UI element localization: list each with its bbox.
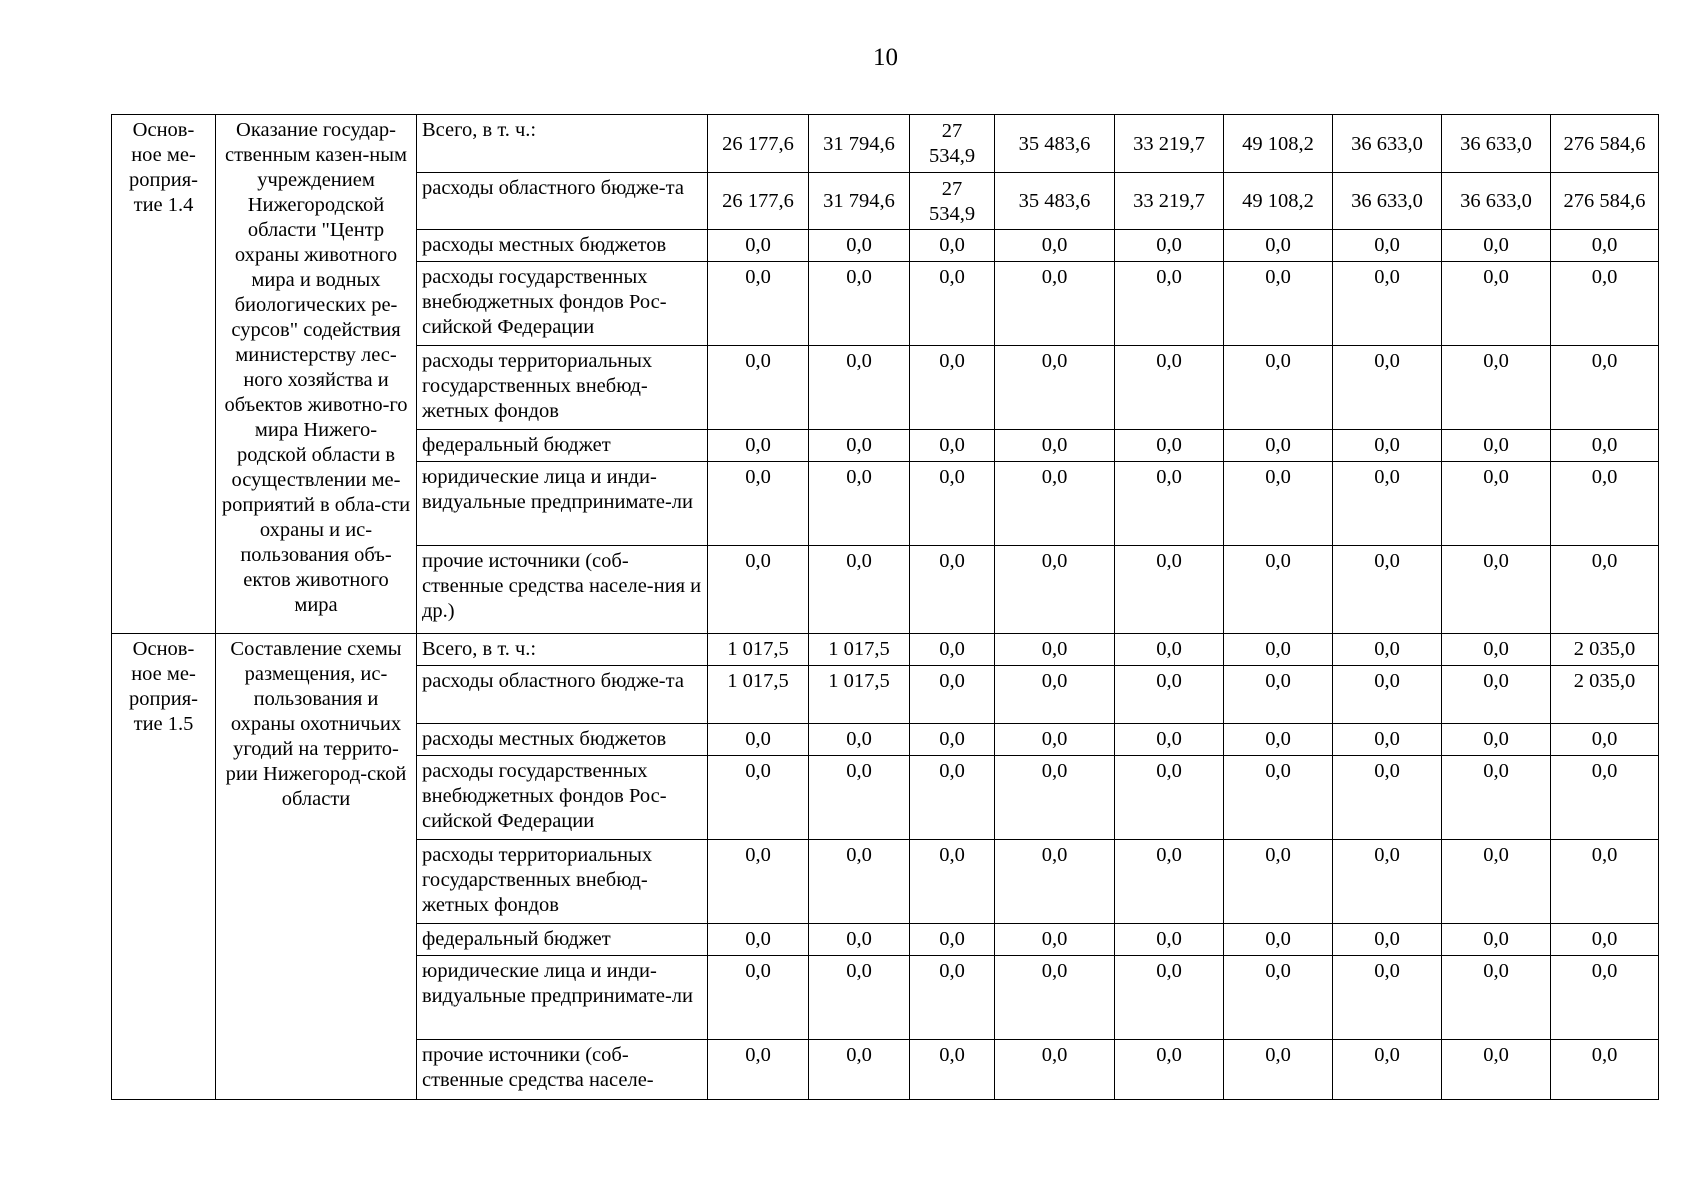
value-cell: 0,0 [1551, 346, 1659, 430]
value-cell: 0,0 [1115, 546, 1224, 634]
funding-source-cell: расходы государственных внебюджетных фондов Рос-сийской Федерации [417, 262, 708, 346]
value-cell: 0,0 [1333, 634, 1442, 666]
value-cell: 0,0 [1333, 956, 1442, 1040]
value-cell: 0,0 [995, 1040, 1115, 1100]
value-cell: 0,0 [1333, 546, 1442, 634]
value-cell: 0,0 [1224, 430, 1333, 462]
value-cell: 0,0 [1442, 724, 1551, 756]
value-cell: 0,0 [708, 230, 809, 262]
value-cell: 0,0 [1224, 230, 1333, 262]
value-cell: 0,0 [910, 430, 995, 462]
value-cell: 0,0 [1115, 956, 1224, 1040]
value-cell: 49 108,2 [1224, 173, 1333, 230]
funding-source-cell: расходы территориальных государственных внебюд-жетных фондов [417, 346, 708, 430]
value-cell: 0,0 [1224, 756, 1333, 840]
value-cell: 33 219,7 [1115, 115, 1224, 173]
value-cell: 0,0 [1551, 924, 1659, 956]
value-cell: 0,0 [995, 956, 1115, 1040]
value-cell: 0,0 [809, 1040, 910, 1100]
value-cell: 0,0 [708, 1040, 809, 1100]
value-cell: 0,0 [1551, 1040, 1659, 1100]
table-row [112, 115, 1659, 173]
value-cell: 0,0 [1551, 230, 1659, 262]
value-cell: 35 483,6 [995, 115, 1115, 173]
value-cell: 0,0 [1115, 756, 1224, 840]
funding-source-cell: Всего, в т. ч.: [417, 115, 708, 173]
value-cell: 0,0 [1224, 1040, 1333, 1100]
value-cell: 0,0 [809, 262, 910, 346]
value-cell: 0,0 [1551, 840, 1659, 924]
value-cell: 26 177,6 [708, 115, 809, 173]
value-cell: 0,0 [809, 546, 910, 634]
value-cell: 0,0 [809, 430, 910, 462]
value-cell: 0,0 [910, 262, 995, 346]
value-cell: 0,0 [1115, 924, 1224, 956]
value-cell: 0,0 [1333, 262, 1442, 346]
table-body [112, 115, 1659, 1100]
value-cell: 36 633,0 [1333, 115, 1442, 173]
value-cell: 0,0 [1333, 346, 1442, 430]
value-cell: 0,0 [1333, 1040, 1442, 1100]
value-cell: 0,0 [1551, 546, 1659, 634]
value-cell: 49 108,2 [1224, 115, 1333, 173]
value-cell: 33 219,7 [1115, 173, 1224, 230]
value-cell: 0,0 [995, 462, 1115, 546]
funding-source-cell: расходы территориальных государственных внебюд-жетных фондов [417, 840, 708, 924]
value-cell: 0,0 [809, 346, 910, 430]
value-cell: 0,0 [809, 462, 910, 546]
value-cell: 0,0 [1442, 924, 1551, 956]
value-cell: 0,0 [708, 430, 809, 462]
value-cell: 0,0 [708, 262, 809, 346]
funding-source-cell: расходы местных бюджетов [417, 230, 708, 262]
value-cell: 27 534,9 [910, 173, 995, 230]
funding-source-cell: расходы областного бюдже-та [417, 666, 708, 724]
value-cell: 35 483,6 [995, 173, 1115, 230]
value-cell: 27 534,9 [910, 115, 995, 173]
value-cell: 0,0 [995, 756, 1115, 840]
value-cell: 0,0 [1115, 1040, 1224, 1100]
value-cell: 0,0 [1442, 1040, 1551, 1100]
value-cell: 0,0 [708, 724, 809, 756]
funding-source-cell: расходы государственных внебюджетных фондов Рос-сийской Федерации [417, 756, 708, 840]
value-cell: 0,0 [1115, 346, 1224, 430]
value-cell: 0,0 [1333, 756, 1442, 840]
activity-code-cell: Основ- ное ме- роприя- тие 1.4 [112, 115, 216, 634]
value-cell: 0,0 [1551, 262, 1659, 346]
value-cell: 0,0 [995, 430, 1115, 462]
value-cell: 0,0 [1442, 462, 1551, 546]
value-cell: 0,0 [1115, 724, 1224, 756]
value-cell: 0,0 [1442, 666, 1551, 724]
value-cell: 0,0 [708, 756, 809, 840]
value-cell: 1 017,5 [708, 634, 809, 666]
value-cell: 2 035,0 [1551, 634, 1659, 666]
value-cell: 0,0 [1333, 666, 1442, 724]
value-cell: 0,0 [1115, 430, 1224, 462]
value-cell: 0,0 [1224, 462, 1333, 546]
value-cell: 0,0 [910, 756, 995, 840]
value-cell: 0,0 [1333, 840, 1442, 924]
value-cell: 0,0 [1115, 262, 1224, 346]
value-cell: 0,0 [708, 546, 809, 634]
value-cell: 0,0 [910, 634, 995, 666]
value-cell: 0,0 [995, 724, 1115, 756]
funding-source-cell: федеральный бюджет [417, 924, 708, 956]
value-cell: 0,0 [910, 462, 995, 546]
value-cell: 26 177,6 [708, 173, 809, 230]
funding-source-cell: юридические лица и инди-видуальные предпринимате-ли [417, 956, 708, 1040]
value-cell: 0,0 [809, 924, 910, 956]
value-cell: 2 035,0 [1551, 666, 1659, 724]
value-cell: 0,0 [995, 924, 1115, 956]
funding-source-cell: расходы областного бюдже-та [417, 173, 708, 230]
value-cell: 0,0 [995, 546, 1115, 634]
value-cell: 276 584,6 [1551, 173, 1659, 230]
value-cell: 0,0 [1333, 430, 1442, 462]
value-cell: 0,0 [1224, 666, 1333, 724]
value-cell: 0,0 [1115, 634, 1224, 666]
value-cell: 0,0 [1224, 546, 1333, 634]
value-cell: 1 017,5 [809, 666, 910, 724]
value-cell: 0,0 [995, 840, 1115, 924]
value-cell: 0,0 [809, 756, 910, 840]
value-cell: 0,0 [708, 462, 809, 546]
value-cell: 0,0 [809, 230, 910, 262]
value-cell: 0,0 [1333, 462, 1442, 546]
value-cell: 0,0 [1224, 956, 1333, 1040]
funding-source-cell: федеральный бюджет [417, 430, 708, 462]
value-cell: 31 794,6 [809, 115, 910, 173]
value-cell: 0,0 [1551, 756, 1659, 840]
value-cell: 0,0 [1333, 724, 1442, 756]
value-cell: 0,0 [1442, 262, 1551, 346]
value-cell: 0,0 [1333, 230, 1442, 262]
value-cell: 0,0 [910, 1040, 995, 1100]
value-cell: 276 584,6 [1551, 115, 1659, 173]
funding-source-cell: прочие источники (соб-ственные средства населе-ния и др.) [417, 546, 708, 634]
funding-source-cell: Всего, в т. ч.: [417, 634, 708, 666]
value-cell: 0,0 [708, 924, 809, 956]
funding-source-cell: юридические лица и инди-видуальные предпринимате-ли [417, 462, 708, 546]
funding-source-cell: расходы местных бюджетов [417, 724, 708, 756]
page-number: 10 [873, 44, 898, 71]
value-cell: 0,0 [910, 230, 995, 262]
value-cell: 0,0 [809, 956, 910, 1040]
budget-table [111, 114, 1659, 1100]
value-cell: 1 017,5 [809, 634, 910, 666]
value-cell: 0,0 [995, 346, 1115, 430]
value-cell: 0,0 [1442, 230, 1551, 262]
value-cell: 0,0 [1442, 956, 1551, 1040]
value-cell: 0,0 [910, 924, 995, 956]
value-cell: 1 017,5 [708, 666, 809, 724]
value-cell: 0,0 [1442, 430, 1551, 462]
value-cell: 0,0 [708, 840, 809, 924]
value-cell: 0,0 [995, 666, 1115, 724]
table-row [112, 634, 1659, 666]
activity-name-cell: Составление схемы размещения, ис-пользования и охраны охотничьих угодий на террито-рии Нижегород-ской области [216, 634, 417, 1100]
value-cell: 0,0 [1551, 462, 1659, 546]
value-cell: 0,0 [1442, 634, 1551, 666]
value-cell: 0,0 [1442, 756, 1551, 840]
value-cell: 0,0 [1551, 724, 1659, 756]
value-cell: 0,0 [1442, 346, 1551, 430]
value-cell: 36 633,0 [1442, 115, 1551, 173]
value-cell: 0,0 [995, 262, 1115, 346]
value-cell: 0,0 [1333, 924, 1442, 956]
value-cell: 0,0 [1115, 840, 1224, 924]
value-cell: 0,0 [1224, 840, 1333, 924]
value-cell: 36 633,0 [1442, 173, 1551, 230]
value-cell: 0,0 [1224, 634, 1333, 666]
value-cell: 0,0 [1551, 430, 1659, 462]
value-cell: 0,0 [1115, 230, 1224, 262]
value-cell: 0,0 [809, 840, 910, 924]
activity-name-cell: Оказание государ-ственным казен-ным учреждением Нижегородской области "Центр охраны животного мира и водных биологических ре-сурсов" содействия министерству лес-ного хозяйства и объектов животно-го мира Нижего-родской области в осуществлении ме-роприятий в обла-сти охраны и ис-пользования объ-ектов животного мира [216, 115, 417, 634]
value-cell: 0,0 [1551, 956, 1659, 1040]
value-cell: 0,0 [1442, 840, 1551, 924]
value-cell: 0,0 [1224, 724, 1333, 756]
value-cell: 0,0 [995, 230, 1115, 262]
value-cell: 36 633,0 [1333, 173, 1442, 230]
value-cell: 0,0 [1224, 924, 1333, 956]
value-cell: 0,0 [1115, 462, 1224, 546]
value-cell: 0,0 [1442, 546, 1551, 634]
funding-source-cell: прочие источники (соб-ственные средства населе- [417, 1040, 708, 1100]
value-cell: 0,0 [708, 956, 809, 1040]
value-cell: 0,0 [1115, 666, 1224, 724]
value-cell: 0,0 [1224, 346, 1333, 430]
value-cell: 0,0 [910, 346, 995, 430]
value-cell: 0,0 [995, 634, 1115, 666]
value-cell: 0,0 [910, 840, 995, 924]
value-cell: 0,0 [809, 724, 910, 756]
value-cell: 0,0 [708, 346, 809, 430]
value-cell: 0,0 [910, 724, 995, 756]
value-cell: 0,0 [910, 956, 995, 1040]
value-cell: 31 794,6 [809, 173, 910, 230]
activity-code-cell: Основ- ное ме- роприя- тие 1.5 [112, 634, 216, 1100]
value-cell: 0,0 [910, 546, 995, 634]
value-cell: 0,0 [1224, 262, 1333, 346]
value-cell: 0,0 [910, 666, 995, 724]
